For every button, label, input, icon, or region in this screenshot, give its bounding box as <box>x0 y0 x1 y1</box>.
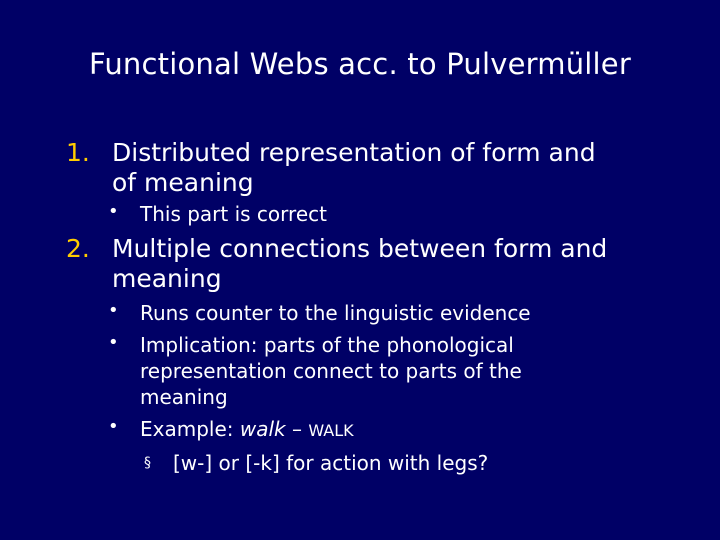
example-concept: WALK <box>308 421 354 440</box>
item-2-bullet-2-line-1: Implication: parts of the phonological <box>140 333 514 357</box>
item-1-line-1: Distributed representation of form and <box>112 138 596 167</box>
item-2-number: 2. <box>66 234 90 263</box>
item-1-number: 1. <box>66 138 90 167</box>
item-2-subpoint: [w-] or [-k] for action with legs? <box>173 451 489 475</box>
item-2-example <box>140 416 640 444</box>
bullet-icon: • <box>108 300 119 321</box>
example-dash: – <box>285 417 309 441</box>
bullet-icon: • <box>108 416 119 437</box>
slide-title: Functional Webs acc. to Pulvermüller <box>89 47 631 81</box>
item-2-bullet-2-line-3: meaning <box>140 385 228 409</box>
example-word: walk <box>239 417 286 441</box>
item-2-line-1: Multiple connections between form and <box>112 234 608 263</box>
item-1-bullet-1: This part is correct <box>140 202 327 226</box>
item-1-line-2: of meaning <box>112 168 254 197</box>
bullet-icon: • <box>108 332 119 353</box>
square-bullet-icon: § <box>144 455 151 471</box>
item-2-line-2: meaning <box>112 264 222 293</box>
example-label: Example: <box>140 417 240 441</box>
item-2-bullet-2-line-2: representation connect to parts of the <box>140 359 522 383</box>
item-2-bullet-1: Runs counter to the linguistic evidence <box>140 301 531 325</box>
bullet-icon: • <box>108 201 119 222</box>
